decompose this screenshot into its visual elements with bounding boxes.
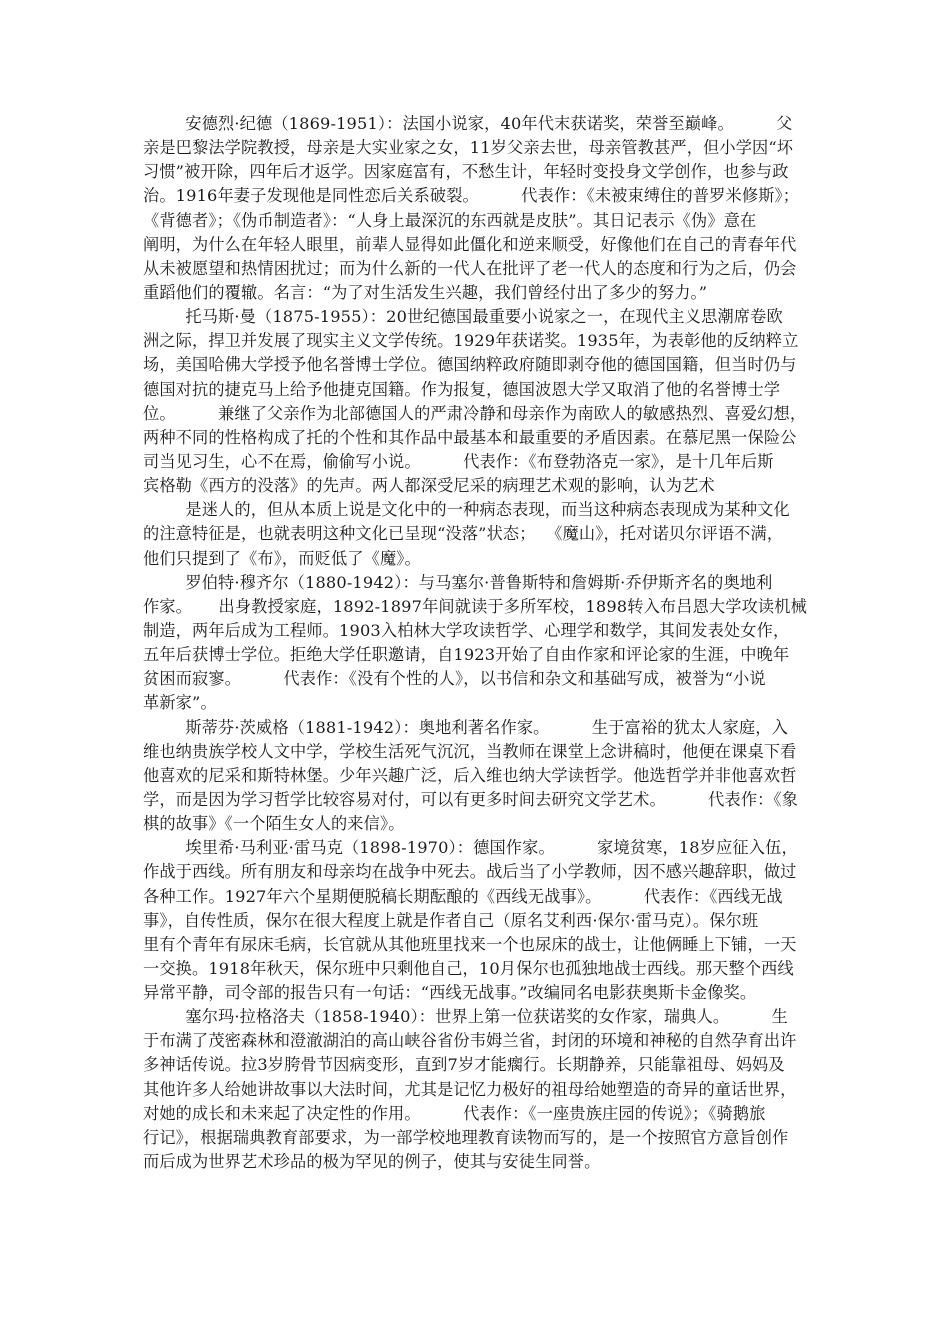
text-line: 是迷人的，但从本质上说是文化中的一种病态表现，而当这种病态表现成为某种文化 — [143, 500, 790, 520]
text-line: 作家。 出身教授家庭，1892-1897年间就读于多所军校，1898转入布吕恩大学攻读机械 — [143, 596, 807, 616]
text-line: 洲之际，捍卫并发展了现实主义文学传统。1929年获诺奖。1935年，为表彰他的反纳粹立 — [143, 331, 799, 351]
document-body — [143, 112, 807, 1174]
text-line: 斯蒂芬·茨威格（1881-1942）：奥地利著名作家。 生于富裕的犹太人家庭，入 — [143, 717, 788, 737]
text-line: 多神话传说。拉3岁胯骨节因病变形，直到7岁才能瘸行。长期静养，只能靠祖母、妈妈及 — [143, 1055, 785, 1075]
text-line: 制造，两年后成为工程师。1903入柏林大学攻读哲学、心理学和数学，其间发表处女作， — [143, 620, 790, 640]
text-line: 德国对抗的捷克马上给予他捷克国籍。作为报复，德国波恩大学又取消了他的名誉博士学 — [143, 379, 781, 399]
text-line: 事》，自传性质，保尔在很大程度上就是作者自己（原名艾利西·保尔·雷马克）。保尔班 — [143, 910, 759, 930]
text-line: 宾格勒《西方的没落》的先声。两人都深受尼采的病理艺术观的影响，认为艺术 — [143, 476, 715, 496]
text-line: 《背德者》；《伪币制造者》：“人身上最深沉的东西就是皮肤”。其日记表示《伪》意在 — [143, 210, 757, 230]
text-line: 司当见习生，心不在焉，偷偷写小说。 代表作：《布登勃洛克一家》，是十几年后斯 — [143, 451, 774, 471]
text-line: 埃里希·马利亚·雷马克（1898-1970）：德国作家。 家境贫寒，18岁应征入伍， — [143, 838, 798, 858]
text-line: 托马斯·曼（1875-1955）：20世纪德国最重要小说家之一，在现代主义思潮席卷欧 — [143, 307, 783, 327]
text-line: 各种工作。1927年六个星期便脱稿长期酝酿的《西线无战事》。 代表作：《西线无战 — [143, 886, 783, 906]
text-line: 从未被愿望和热情困扰过；而为什么新的一代人在批评了老一代人的态度和行为之后，仍会 — [143, 258, 797, 278]
text-line: 革新家”。 — [143, 693, 217, 713]
text-line: 亲是巴黎法学院教授，母亲是大实业家之女，11岁父亲去世，母亲管教甚严，但小学因“坏 — [143, 138, 794, 158]
text-line: 而后成为世界艺术珍品的极为罕见的例子，使其与安徒生同誉。 — [143, 1152, 601, 1172]
text-line: 贫困而寂寥。 代表作：《没有个性的人》，以书信和杂文和基础写成，被誉为“小说 — [143, 669, 766, 689]
text-line: 习惯”被开除，四年后才返学。因家庭富有，不愁生计，年轻时变投身文学创作，也参与政 — [143, 162, 789, 182]
text-line: 塞尔玛·拉格洛夫（1858-1940）：世界上第一位获诺奖的女作家，瑞典人。 生 — [143, 1007, 788, 1027]
text-line: 安德烈·纪德（1869-1951）：法国小说家，40年代末获诺奖，荣誉至巅峰。 父 — [143, 114, 793, 133]
text-line: 位。 兼继了父亲作为北部德国人的严肃冷静和母亲作为南欧人的敏感热烈、喜爱幻想， — [143, 403, 807, 423]
text-line: 场，美国哈佛大学授予他名誉博士学位。德国纳粹政府随即剥夺他的德国国籍，但当时仍与 — [143, 355, 797, 375]
text-line: 他喜欢的尼采和斯特林堡。少年兴趣广泛，后入维也纳大学读哲学。他选哲学并非他喜欢哲 — [143, 765, 797, 785]
text-line: 两种不同的性格构成了托的个性和其作品中最基本和最重要的矛盾因素。在慕尼黑一保险公 — [143, 427, 797, 447]
text-line: 阐明，为什么在年轻人眼里，前辈人显得如此僵化和逆来顺受，好像他们在自己的青春年代 — [143, 234, 797, 254]
text-line: 里有个青年有尿床毛病，长官就从其他班里找来一个也尿床的战士，让他俩睡上下铺，一天 — [143, 934, 797, 954]
text-line: 一交换。1918年秋天，保尔班中只剩他自己，10月保尔也孤独地战士西线。那天整个西线 — [143, 958, 794, 978]
text-line: 作战于西线。所有朋友和母亲均在战争中死去。战后当了小学教师，因不感兴趣辞职，做过 — [143, 862, 797, 882]
text-line: 学，而是因为学习哲学比较容易对付，可以有更多时间去研究文学艺术。 代表作：《象 — [143, 789, 799, 809]
text-line: 的注意特征是，也就表明这种文化已呈现“没落”状态； 《魔山》，托对诺贝尔评语不满， — [143, 524, 784, 544]
text-line: 棋的故事》《一个陌生女人的来信》。 — [143, 814, 405, 834]
text-line: 行记》，根据瑞典教育部要求，为一部学校地理教育读物而写的，是一个按照官方意旨创作 — [143, 1127, 789, 1147]
text-line: 重蹈他们的覆辙。名言：“为了对生活发生兴趣，我们曾经付出了多少的努力。” — [143, 282, 708, 302]
text-line: 于布满了茂密森林和澄澈湖泊的高山峡谷省份韦姆兰省，封闭的环境和神秘的自然孕育出许 — [143, 1031, 797, 1051]
text-line: 异常平静，司令部的报告只有一句话：“西线无战事。”改编同名电影获奥斯卡金像奖。 — [143, 983, 757, 1003]
text-line: 其他许多人给她讲故事以大法时间，尤其是记忆力极好的祖母给她塑造的奇异的童话世界， — [143, 1079, 797, 1099]
text-line: 五年后获博士学位。拒绝大学任职邀请，自1923开始了自由作家和评论家的生涯，中晚年 — [143, 645, 790, 665]
text-line: 他们只提到了《布》，而贬低了《魔》。 — [143, 548, 421, 568]
text-line: 罗伯特·穆齐尔（1880-1942）：与马塞尔·普鲁斯特和詹姆斯·乔伊斯齐名的奥地利 — [143, 572, 773, 592]
text-line: 对她的成长和未来起了决定性的作用。 代表作：《一座贵族庄园的传说》；《骑鹅旅 — [143, 1103, 766, 1123]
text-line: 治。1916年妻子发现他是同性恋后关系破裂。 代表作：《未被束缚住的普罗米修斯》； — [143, 186, 800, 206]
text-line: 维也纳贵族学校人文中学，学校生活死气沉沉，当教师在课堂上念讲稿时，他便在课桌下看 — [143, 741, 797, 761]
